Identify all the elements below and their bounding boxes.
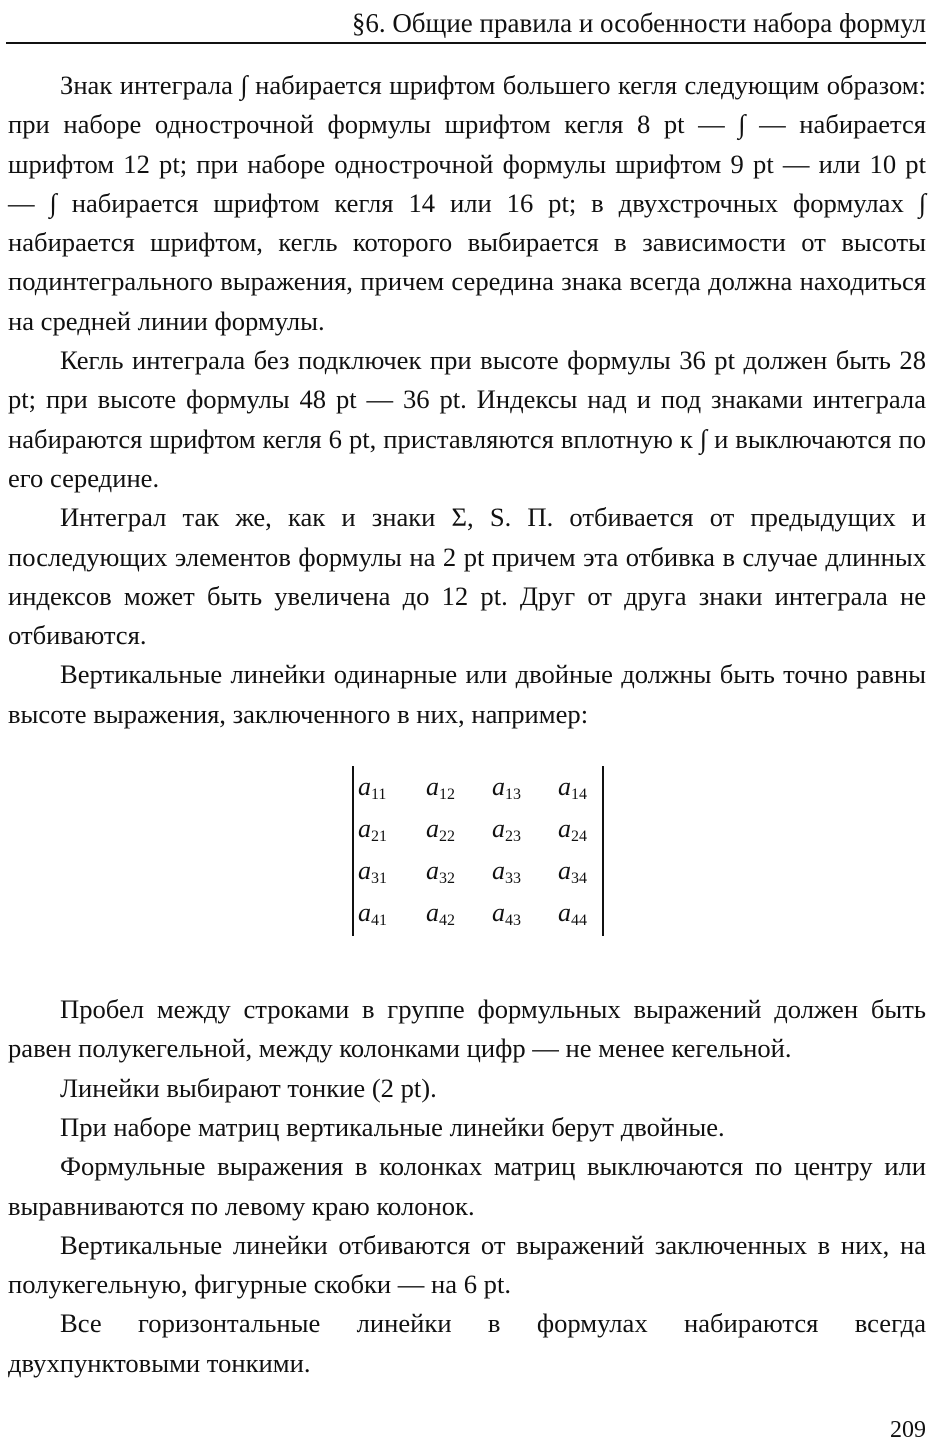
page-number: 209: [890, 1417, 926, 1443]
paragraph-integral-spacing: Интеграл так же, как и знаки Σ, S. П. отбивается от предыдущих и последующих элементов формулы на 2 pt причем эта отбивка в случае длинных индексов может быть увеличена до 12 pt. Друг от друга знаки интеграла не отбиваются.: [8, 502, 926, 651]
matrix-cell: [492, 814, 521, 852]
matrix-variable: a: [358, 898, 371, 928]
matrix-index: 14: [571, 786, 587, 804]
paragraph-vertical-rules: Вертикальные линейки одинарные или двойные должны быть точно равны высоте выражения, заключенного в них, например:: [8, 659, 926, 729]
matrix-variable: a: [426, 814, 439, 844]
paragraph-thin-rules: Линейки выбирают тонкие (2 pt).: [60, 1072, 437, 1103]
matrix-cell: [426, 814, 455, 852]
matrix-index: 12: [439, 786, 455, 804]
matrix-cell: [358, 856, 387, 894]
matrix-cell: [358, 898, 387, 936]
matrix-index: 32: [439, 870, 455, 888]
matrix-index: 31: [371, 870, 387, 888]
paragraph-rule-spacing: Вертикальные линейки отбиваются от выражений заключенных в них, на полукегельную, фигурные скобки — на 6 pt.: [8, 1229, 926, 1300]
determinant-matrix: [352, 766, 604, 936]
matrix-variable: a: [492, 898, 505, 928]
matrix-variable: a: [426, 856, 439, 886]
matrix-cell: [558, 814, 587, 852]
matrix-variable: a: [558, 856, 571, 886]
matrix-variable: a: [558, 898, 571, 928]
matrix-index: 43: [505, 912, 521, 930]
matrix-variable: a: [358, 772, 371, 802]
matrix-index: 21: [371, 828, 387, 846]
matrix-index: 41: [371, 912, 387, 930]
matrix-variable: a: [358, 814, 371, 844]
matrix-variable: a: [426, 898, 439, 928]
matrix-index: 34: [571, 870, 587, 888]
matrix-cell: [558, 772, 587, 810]
matrix-variable: a: [492, 772, 505, 802]
matrix-index: 22: [439, 828, 455, 846]
matrix-cell: [492, 772, 521, 810]
matrix-index: 33: [505, 870, 521, 888]
matrix-index: 13: [505, 786, 521, 804]
paragraph-integral-size: Кегль интеграла без подключек при высоте формулы 36 pt должен быть 28 pt; при высоте формулы 48 pt — 36 pt. Индексы над и под знаками интеграла набираются шрифтом кегля 6 pt, приставляются вплотную к ∫ и выключаются по его середине.: [8, 345, 926, 493]
body-text: [8, 66, 926, 1383]
paragraph-line-spacing: Пробел между строками в группе формульных выражений должен быть равен полукегельной, между колонками цифр — не менее кегельной.: [8, 994, 926, 1064]
matrix-cell: [492, 898, 521, 936]
matrix-variable: a: [426, 772, 439, 802]
matrix-index: 11: [371, 786, 387, 804]
paragraph-horizontal-rules: Все горизонтальные линейки в формулах набираются всегда двухпунктовыми тонкими.: [8, 1308, 926, 1378]
matrix-index: 42: [439, 912, 455, 930]
matrix-index: 24: [571, 828, 587, 846]
matrix-variable: a: [558, 814, 571, 844]
matrix-variable: a: [492, 814, 505, 844]
matrix-cell: [558, 898, 587, 936]
matrix-index: 44: [571, 912, 587, 930]
matrix-index: 23: [505, 828, 521, 846]
matrix-variable: a: [492, 856, 505, 886]
matrix-cell: [426, 772, 455, 810]
paragraph-column-alignment: Формульные выражения в колонках матриц выключаются по центру или выравниваются по левому краю колонок.: [8, 1151, 926, 1221]
matrix-variable: a: [558, 772, 571, 802]
matrix-cell: [558, 856, 587, 894]
matrix-cell: [492, 856, 521, 894]
matrix-variable: a: [358, 856, 371, 886]
matrix-cell: [358, 772, 386, 810]
matrix-cell: [426, 856, 455, 894]
running-head: §6. Общие правила и особенности набора формул: [6, 4, 926, 44]
paragraph-integral-sign: Знак интеграла ∫ набирается шрифтом большего кегля следующим образом: при наборе однострочной формулы шрифтом кегля 8 pt — ∫ — набирается шрифтом 12 pt; при наборе однострочной формулы шрифтом 9 pt — или 10 pt — ∫ набирается шрифтом кегля 14 или 16 pt; в двухстрочных формулах ∫ набирается шрифтом, кегль которого выбирается в зависимости от высоты подинтегрального выражения, причем середина знака всегда должна находиться на средней линии формулы.: [8, 70, 926, 336]
matrix-cell: [358, 814, 387, 852]
paragraph-matrix-rules: При наборе матриц вертикальные линейки берут двойные.: [60, 1111, 725, 1142]
matrix-cell: [426, 898, 455, 936]
matrix-example: [8, 734, 926, 990]
